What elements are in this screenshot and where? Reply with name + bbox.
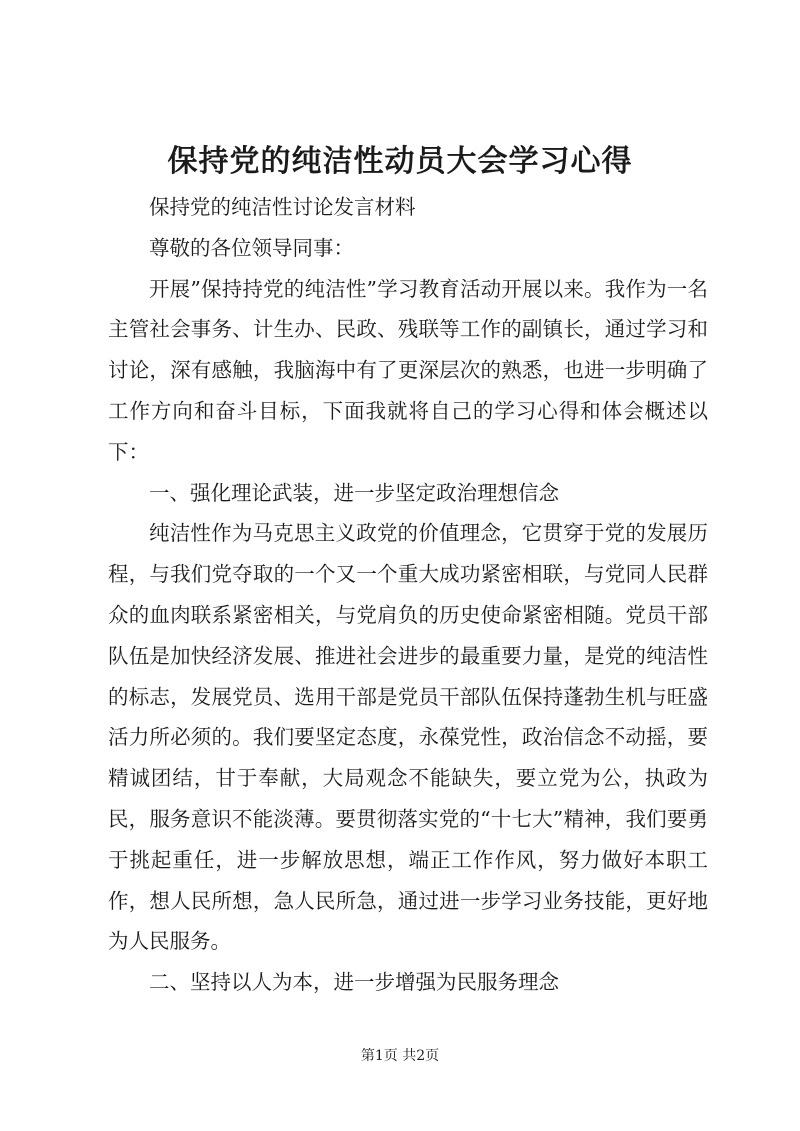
paragraph-subtitle: 保持党的纯洁性讨论发言材料 [149,195,416,219]
document-title: 保持党的纯洁性动员大会学习心得 [167,144,633,179]
section-heading-1: 一、强化理论武装，进一步坚定政治理想信念 [149,480,559,505]
paragraph-section-1: 纯洁性作为马克思主义政党的价值理念，它贯穿于党的发展历程，与我们党夺取的一个又一个重大成功紧密相联，与党同人民群众的血肉联系紧密相关，与党肩负的历史使命紧密相随。党员干部队伍是加快经济发展、推进社会进步的最重要力量，是党的纯洁性的标志，发展党员、选用干部是党员干部队伍保持蓬勃生机与旺盛活力所必须的。我们要坚定态度，永葆党性，政治信念不动摇，要精诚团结，甘于奉献，大局观念不能缺失，要立党为公，执政为民，服务意识不能淡薄。要贯彻落实党的“十七大”精神，我们要勇于挑起重任，进一步解放思想，端正工作作风，努力做好本职工作，想人民所想，急人民所急，通过进一步学习业务技能，更好地为人民服务。 [108,521,708,954]
section-heading-2: 二、坚持以人为本，进一步增强为民服务理念 [149,970,559,995]
paragraph-salutation: 尊敬的各位领导同事： [149,235,354,260]
paragraph-intro: 开展”保持持党的纯洁性”学习教育活动开展以来。我作为一名主管社会事务、计生办、民政、残联等工作的副镇长，通过学习和讨论，深有感触，我脑海中有了更深层次的熟悉，也进一步明确了工作方向和奋斗目标，下面我就将自己的学习心得和体会概述以下： [108,276,708,464]
document-body [108,187,708,1003]
page-number-footer: 第1页 共2页 [360,1048,440,1064]
